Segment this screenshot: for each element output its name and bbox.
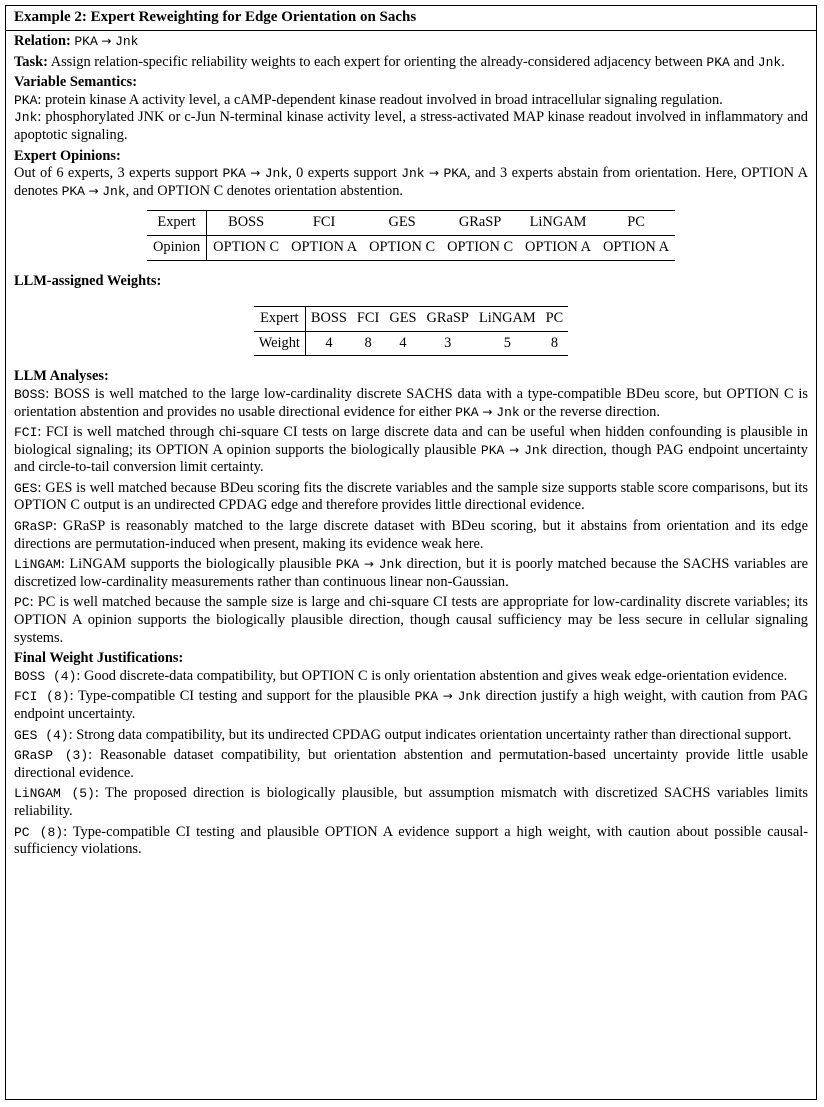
opinions-text-3: , and 3 experts abstain from orientation. Here, OPTION A denotes [14,165,808,199]
weights-expert-cell: PC [541,307,569,332]
analysis-item-text: : BOSS is well matched to the large low-cardinality discrete SACHS data with a type-compatible BDeu score, but OPTION C is orientation abstention and provides no usable directional evidence for either [14,385,808,420]
analysis-item-text: : FCI is well matched through chi-square CI tests on large discrete data and can be useful when hidden confounding is plausible in biological signaling; its OPTION A opinion supports the biologically plausible [14,424,808,458]
relation-label: Relation: [14,33,71,49]
analysis-item-text: : PC is well matched because the sample size is large and chi-square CI tests are appropriate for low-cardinality discrete variables; its OPTION A opinion supports the biologically plausible direction, though causal sufficiency may be less secure in cellular signaling systems. [14,594,808,646]
justification-item-name: PC (8) [14,824,64,840]
expert-opinions-heading: Expert Opinions: [14,147,121,164]
analysis-item-text: or the reverse direction. [519,403,660,420]
justification-item-name: GRaSP (3) [14,748,89,764]
semantics-jnk [14,109,808,144]
opinion-table-header-row [147,211,675,236]
analysis-item-name: BOSS [14,386,46,402]
task-end: . [781,53,785,70]
expert-opinions-text [14,165,808,200]
task-text: Assign relation-specific reliability weights to each expert for orienting the already-considered adjacency between [50,53,707,70]
weight-value-cell: 4 [384,331,421,356]
variable-name: PKA [480,442,505,458]
opinion-expert-cell: GRaSP [441,211,519,236]
semantics-var-text: : phosphorylated JNK or c-Jun N-terminal kinase activity level, a stress-activated MAP kinase readout involved in inflammatory and apoptotic signaling. [14,109,808,143]
weights-table-value-row [254,331,569,356]
opinions-text-1: Out of 6 experts, 3 experts support [14,165,223,182]
opinion-table-row-label: Opinion [147,235,207,260]
opinion-value-cell: OPTION C [207,235,285,260]
opinion-value-cell: OPTION A [519,235,597,260]
weight-value-cell: 3 [422,331,474,356]
analysis-item-text: : GES is well matched because BDeu scoring fits the discrete variables and the sample size supports stable score comparisons, but its OPTION C output is an undirected CPDAG edge and therefore provides little directional evidence. [14,479,808,514]
opinion-expert-cell: PC [597,211,675,236]
analysis-item [14,556,808,591]
opinions-var: PKA [222,166,246,182]
opinions-var: PKA [443,166,467,182]
justification-item-name: GES (4) [14,727,69,743]
weight-value-cell: 8 [352,331,384,356]
variable-name: PKA [455,404,479,420]
task-mid: and [729,53,758,70]
variable-name: Jnk [378,557,403,573]
analyses-list [14,386,808,647]
weight-value-cell: 8 [541,331,569,356]
justification-item [14,824,808,859]
opinion-expert-cell: GES [363,211,441,236]
weights-expert-cell: GRaSP [422,307,474,332]
opinion-expert-cell: LiNGAM [519,211,597,236]
justification-item [14,747,808,782]
opinion-table-value-row [147,235,675,260]
opinion-expert-cell: BOSS [207,211,285,236]
justification-item-text: : Reasonable dataset compatibility, but orientation abstention and permutation-based uncertainty provide little usable directional evidence. [14,747,808,781]
variable-name: PKA [414,689,439,705]
opinion-value-cell: OPTION A [285,235,363,260]
weights-heading: LLM-assigned Weights: [14,272,162,289]
justification-item-name: FCI (8) [14,689,70,705]
analysis-item-text: : LiNGAM supports the biologically plausible [60,556,336,573]
variable-semantics-heading: Variable Semantics: [14,74,137,91]
analysis-item [14,594,808,647]
weights-table-row-label: Weight [254,331,306,356]
analysis-item-name: FCI [14,425,38,441]
opinions-text-2: , 0 experts support [288,165,402,182]
task-paragraph [14,54,808,72]
opinions-text-4: , and OPTION C denotes orientation abstention. [125,182,404,199]
semantics-var-name: PKA [14,92,38,108]
justification-item [14,688,808,723]
justifications-list [14,668,808,859]
weight-value-cell: 5 [474,331,541,356]
relation-line [14,33,808,51]
justification-item-text: : Strong data compatibility, but its undirected CPDAG output indicates orientation uncertainty rather than directional support. [68,726,792,743]
relation-arrow: → [101,34,112,48]
task-label: Task: [14,53,48,70]
justification-item-text: direction justify a high weight, with caution from PAG endpoint uncertainty. [14,688,809,722]
example-box [5,5,817,1100]
analysis-item-text: direction, though PAG endpoint uncertainty and circle-to-tail conversion limit certainty. [14,441,809,476]
opinion-table-header-label: Expert [147,211,207,236]
semantics-pka [14,92,808,110]
justification-item [14,727,808,745]
variable-name: Jnk [457,689,482,705]
weight-value-cell: 4 [305,331,352,356]
analysis-item-text: direction, but it is poorly matched because the SACHS variables are discretized low-cardinality measurements rather than continuous linear non-Gaussian. [14,556,808,590]
opinions-var: PKA [61,183,85,199]
justification-item-name: BOSS (4) [14,668,77,684]
example-title: Example 2: Expert Reweighting for Edge Orientation on Sachs [6,6,816,31]
justification-item-name: LiNGAM (5) [14,786,95,802]
analysis-item-name: GRaSP [14,519,54,535]
relation-source: PKA [74,34,98,49]
arrow: → [504,442,525,457]
weights-table-header-row [254,307,569,332]
opinion-value-cell: OPTION C [441,235,519,260]
justification-item-text: : Type-compatible CI testing and plausible OPTION A evidence support a high weight, with caution about possible causal-sufficiency violations. [14,823,808,858]
opinions-var: Jnk [401,166,425,182]
task-var-b: Jnk [757,54,782,70]
task-var-a: PKA [706,54,730,70]
weights-table [254,306,569,356]
weights-expert-cell: FCI [352,307,384,332]
analysis-item-name: PC [14,595,30,611]
analysis-item-name: GES [14,480,38,496]
justification-item-text: : The proposed direction is biologically plausible, but assumption mismatch with discretized SACHS variables limits reliability. [14,785,808,819]
opinion-table [147,210,675,260]
analysis-item-text: : GRaSP is reasonably matched to the large discrete dataset with BDeu scoring, but it abstains from orientation and its edge directions are permutation-induced when present, making its evidence weak here. [14,518,808,552]
justification-item-text: : Good discrete-data compatibility, but OPTION C is only orientation abstention and gives weak edge-orientation evidence. [76,667,788,684]
analysis-item [14,480,808,515]
variable-name: PKA [335,557,360,573]
opinions-var: Jnk [102,183,126,199]
justification-item [14,785,808,820]
relation-target: Jnk [115,34,139,49]
opinion-value-cell: OPTION C [363,235,441,260]
weights-expert-cell: LiNGAM [474,307,541,332]
example-content [6,31,816,859]
analysis-item [14,386,808,421]
analysis-item [14,518,808,553]
arrow: → [359,557,379,572]
analysis-item [14,424,808,477]
justification-item-text: : Type-compatible CI testing and support for the plausible [69,688,415,705]
opinions-arrow: → [250,166,261,181]
opinion-value-cell: OPTION A [597,235,675,260]
weights-expert-cell: BOSS [305,307,352,332]
opinions-var: Jnk [264,166,289,182]
opinion-expert-cell: FCI [285,211,363,236]
opinions-arrow: → [88,183,99,198]
variable-name: Jnk [496,404,520,420]
justifications-heading: Final Weight Justifications: [14,650,184,667]
arrow: → [478,404,497,419]
weights-expert-cell: GES [384,307,421,332]
semantics-var-text: : protein kinase A activity level, a cAMP-dependent kinase readout involved in broad intracellular signaling regulation. [37,91,723,108]
weights-table-header-label: Expert [254,307,306,332]
analysis-item-name: LiNGAM [14,557,61,573]
analyses-heading: LLM Analyses: [14,368,109,385]
justification-item [14,668,808,686]
variable-name: Jnk [524,442,548,458]
arrow: → [438,689,458,704]
semantics-var-name: Jnk [14,110,38,126]
opinions-arrow: → [429,166,440,181]
